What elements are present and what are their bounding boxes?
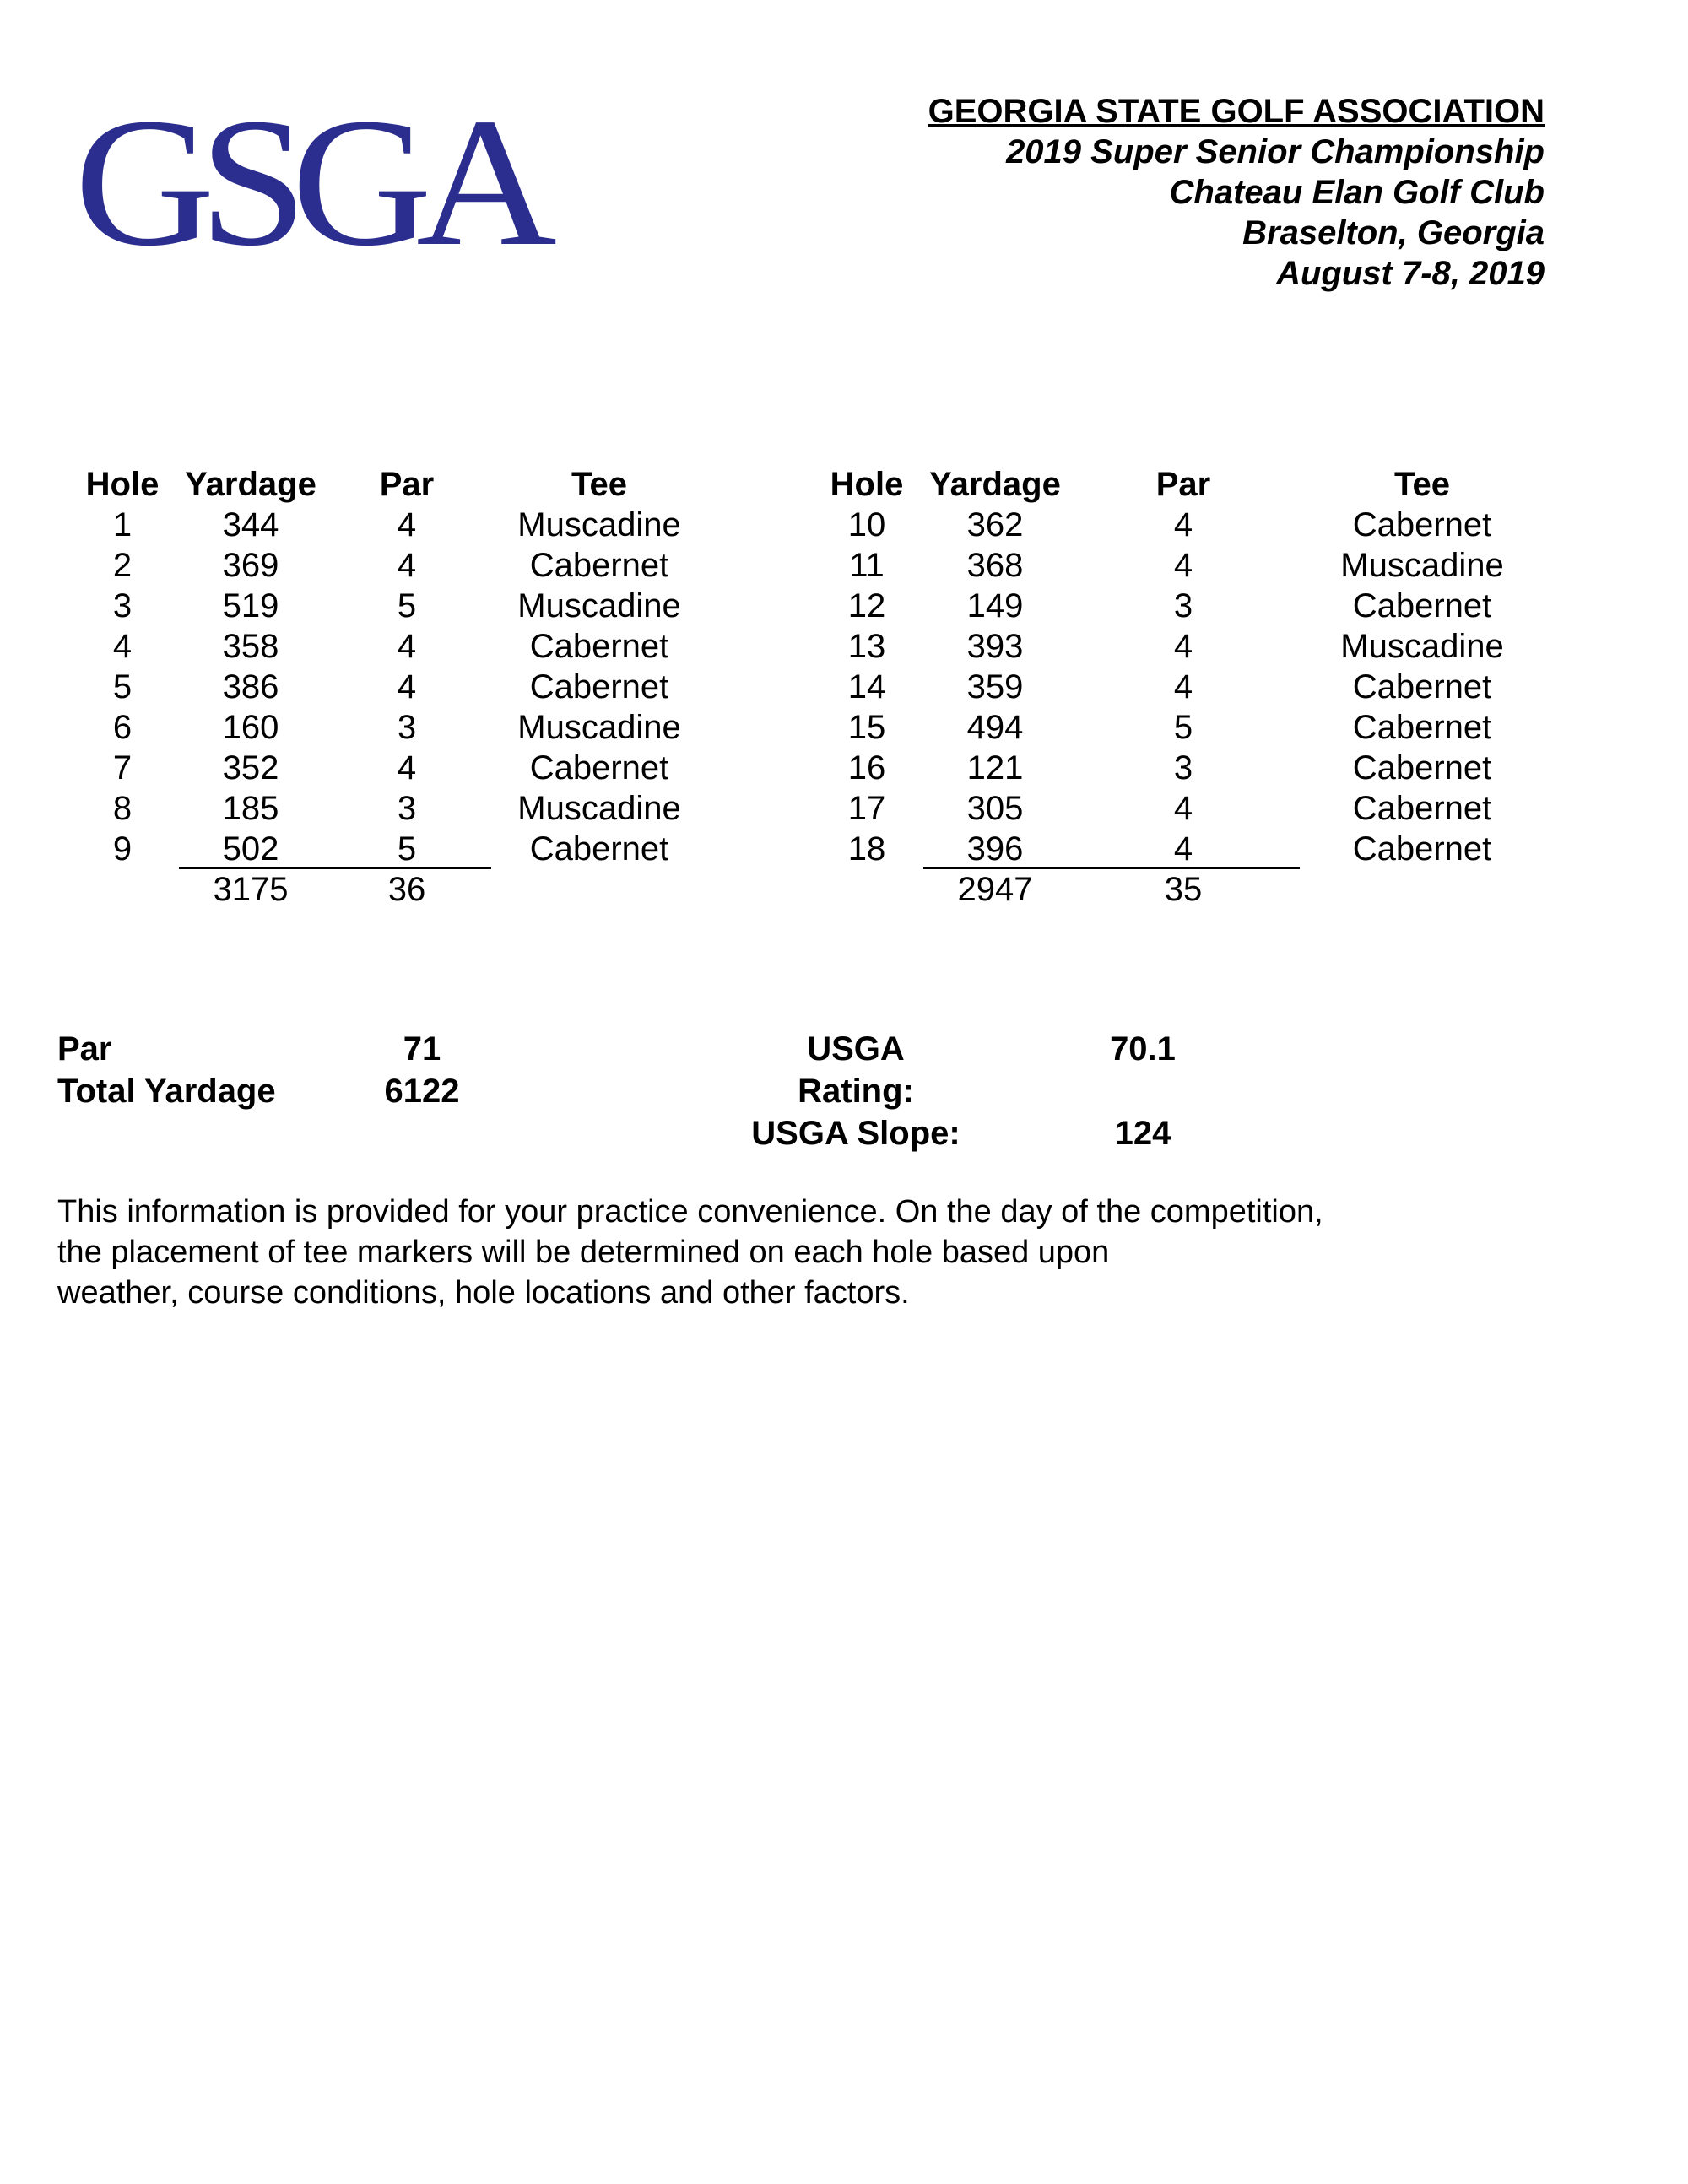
hole-number: 12 [847, 587, 886, 624]
hole-par: 4 [397, 668, 417, 705]
hole-number: 11 [849, 547, 885, 584]
hole-yardage: 305 [966, 790, 1024, 827]
course-summary [57, 1028, 481, 1112]
hole-yardage: 344 [222, 506, 279, 543]
table-row [66, 505, 707, 545]
event-name: 2019 Super Senior Championship [1006, 133, 1545, 170]
hole-tee: Muscadine [517, 790, 681, 827]
gsga-logo: GSGA [74, 81, 541, 284]
hole-yardage: 369 [222, 547, 279, 584]
col-header-tee: Tee [571, 466, 627, 503]
usga-rating-label: USGA Rating: [798, 1030, 914, 1110]
hole-par: 5 [1173, 709, 1193, 746]
hole-yardage: 502 [179, 829, 322, 869]
org-name: GEORGIA STATE GOLF ASSOCIATION [928, 93, 1545, 130]
table-row [810, 829, 1545, 869]
table-row [66, 707, 707, 748]
hole-tee: Cabernet [1352, 709, 1492, 746]
hole-yardage: 362 [966, 506, 1024, 543]
hole-par: 4 [1173, 547, 1193, 584]
club-name: Chateau Elan Golf Club [1169, 174, 1545, 211]
hole-number: 6 [112, 709, 133, 746]
hole-number: 8 [112, 790, 133, 827]
hole-tee: Cabernet [1352, 587, 1492, 624]
totals-spacer [810, 869, 923, 910]
hole-number: 17 [847, 790, 886, 827]
front-total-par: 36 [387, 871, 426, 908]
hole-par: 5 [397, 587, 417, 624]
note-line: weather, course conditions, hole locations and other factors. [57, 1275, 910, 1311]
hole-yardage: 149 [966, 587, 1024, 624]
hole-par: 3 [397, 790, 417, 827]
hole-tee: Cabernet [1352, 668, 1492, 705]
col-header-hole: Hole [830, 466, 904, 503]
table-row [810, 707, 1545, 748]
table-row [810, 788, 1545, 829]
hole-par: 5 [322, 829, 491, 869]
hole-number: 14 [847, 668, 886, 705]
hole-tee: Cabernet [529, 668, 669, 705]
table-row [810, 545, 1545, 586]
hole-yardage: 494 [966, 709, 1024, 746]
col-header-par: Par [379, 466, 435, 503]
hole-par: 4 [397, 749, 417, 787]
hole-tee: Cabernet [529, 628, 669, 665]
hole-par: 4 [397, 628, 417, 665]
hole-tee: Cabernet [1352, 830, 1492, 868]
table-row [66, 788, 707, 829]
event-dates: August 7-8, 2019 [1276, 255, 1545, 292]
hole-number: 10 [847, 506, 886, 543]
hole-par: 4 [1173, 628, 1193, 665]
table-row [810, 748, 1545, 788]
table-row [66, 586, 707, 626]
table-row [66, 829, 707, 869]
table-row [66, 667, 707, 707]
par-label: Par [57, 1030, 112, 1068]
hole-tee: Cabernet [529, 749, 669, 787]
practice-note [57, 1192, 1323, 1313]
col-header-yardage: Yardage [929, 466, 1061, 503]
hole-tee: Cabernet [1352, 790, 1492, 827]
hole-tee: Muscadine [517, 709, 681, 746]
hole-number: 13 [847, 628, 886, 665]
hole-number: 7 [112, 749, 133, 787]
table-row [810, 505, 1545, 545]
hole-par: 4 [1173, 790, 1193, 827]
hole-par: 4 [1067, 829, 1300, 869]
document-header [928, 91, 1545, 294]
hole-tee: Cabernet [1352, 749, 1492, 787]
hole-yardage: 359 [966, 668, 1024, 705]
hole-number: 1 [112, 506, 133, 543]
hole-tee: Muscadine [1340, 547, 1504, 584]
table-row [810, 667, 1545, 707]
par-row [57, 1028, 481, 1070]
hole-yardage: 185 [222, 790, 279, 827]
usga-slope-label: USGA Slope: [751, 1115, 960, 1152]
rating-row [746, 1028, 1320, 1112]
usga-summary [746, 1028, 1320, 1154]
hole-yardage: 160 [222, 709, 279, 746]
front-nine-totals [66, 869, 707, 910]
table-row [810, 586, 1545, 626]
back-total-par: 35 [1164, 871, 1203, 908]
hole-tee: Muscadine [1340, 628, 1504, 665]
hole-par: 3 [1173, 749, 1193, 787]
usga-slope-value: 124 [1114, 1115, 1171, 1152]
table-header [810, 464, 1545, 505]
table-header [66, 464, 707, 505]
hole-number: 3 [112, 587, 133, 624]
hole-tee: Cabernet [1352, 506, 1492, 543]
col-header-hole: Hole [85, 466, 160, 503]
usga-rating-value: 70.1 [1110, 1030, 1176, 1068]
hole-number: 4 [112, 628, 133, 665]
table-row [66, 545, 707, 586]
total-yardage-value: 6122 [384, 1073, 460, 1110]
event-location: Braselton, Georgia [1242, 214, 1545, 251]
hole-number: 2 [112, 547, 133, 584]
hole-par: 4 [1173, 668, 1193, 705]
col-header-tee: Tee [1394, 466, 1450, 503]
front-nine-table [66, 464, 707, 910]
hole-yardage: 368 [966, 547, 1024, 584]
note-line: This information is provided for your practice convenience. On the day of the competition, [57, 1194, 1323, 1230]
hole-yardage: 352 [222, 749, 279, 787]
totals-spacer [1300, 869, 1545, 910]
hole-tee: Cabernet [529, 830, 669, 868]
col-header-par: Par [1155, 466, 1211, 503]
hole-yardage: 396 [923, 829, 1067, 869]
hole-tee: Muscadine [517, 587, 681, 624]
hole-tee: Muscadine [517, 506, 681, 543]
hole-number: 18 [847, 830, 886, 868]
hole-number: 5 [112, 668, 133, 705]
back-nine-totals [810, 869, 1545, 910]
slope-row [746, 1112, 1320, 1154]
hole-yardage: 393 [966, 628, 1024, 665]
table-row [66, 748, 707, 788]
table-row [66, 626, 707, 667]
total-yardage-row [57, 1070, 481, 1112]
hole-par: 3 [1173, 587, 1193, 624]
hole-number: 16 [847, 749, 886, 787]
front-total-yardage: 3175 [213, 871, 289, 908]
hole-yardage: 121 [966, 749, 1024, 787]
total-yardage-label: Total Yardage [57, 1073, 276, 1110]
col-header-yardage: Yardage [185, 466, 316, 503]
table-row [810, 626, 1545, 667]
hole-par: 3 [397, 709, 417, 746]
par-value: 71 [403, 1030, 441, 1068]
hole-par: 4 [397, 547, 417, 584]
hole-par: 4 [397, 506, 417, 543]
back-nine-table [810, 464, 1545, 910]
hole-par: 4 [1173, 506, 1193, 543]
hole-number: 9 [112, 830, 133, 868]
hole-yardage: 386 [222, 668, 279, 705]
back-total-yardage: 2947 [957, 871, 1033, 908]
hole-number: 15 [847, 709, 886, 746]
hole-tee: Cabernet [529, 547, 669, 584]
note-line: the placement of tee markers will be determined on each hole based upon [57, 1235, 1110, 1270]
hole-yardage: 358 [222, 628, 279, 665]
hole-yardage: 519 [222, 587, 279, 624]
totals-spacer [491, 869, 707, 910]
totals-spacer [66, 869, 179, 910]
